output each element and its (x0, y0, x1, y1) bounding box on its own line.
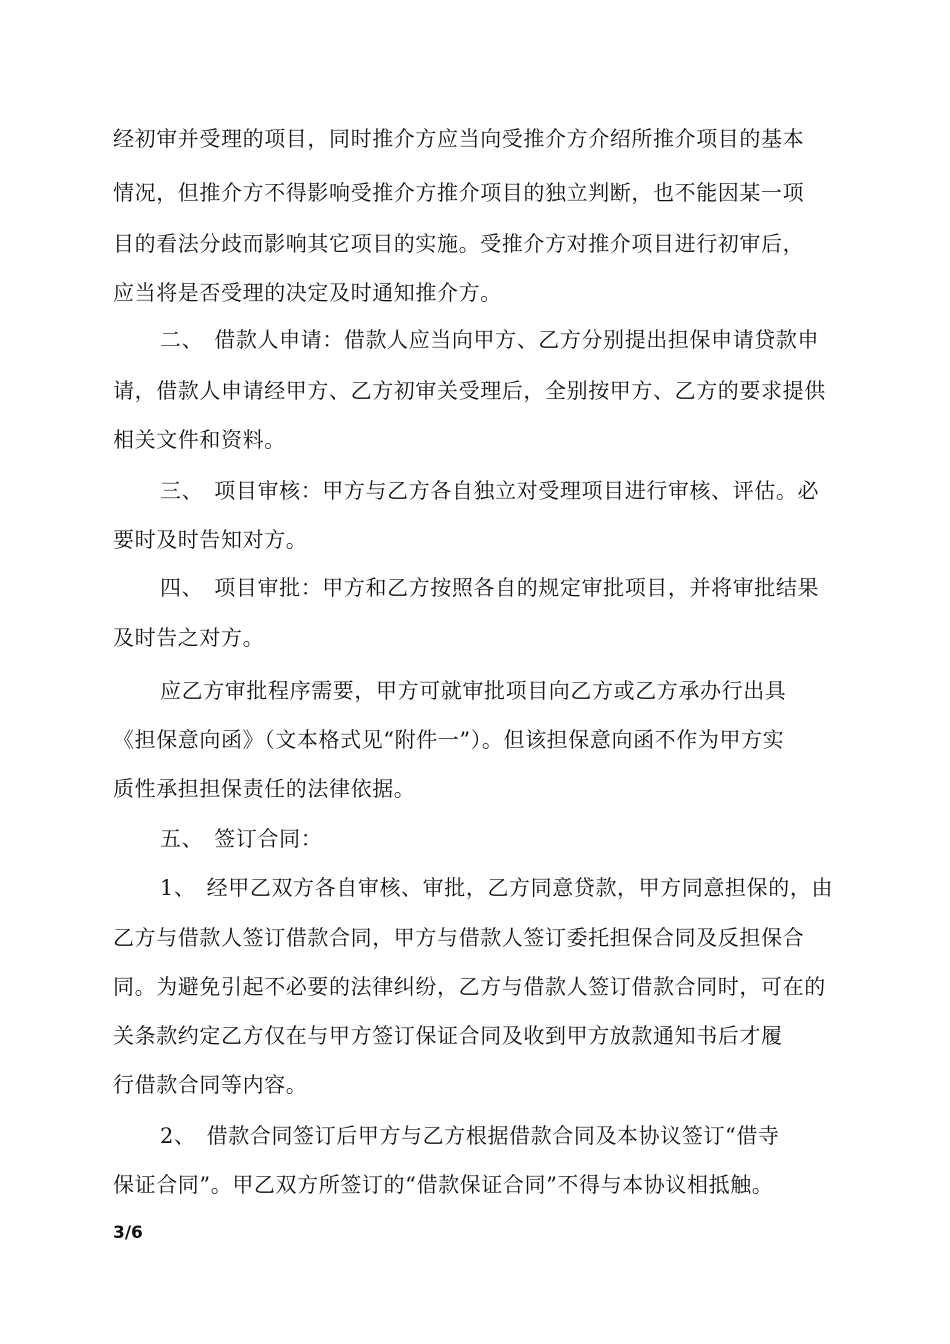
text-line: 相关文件和资料。 (113, 428, 286, 452)
text-line: 要时及时告知对方。 (113, 528, 308, 552)
text-line: 保证合同”。甲乙双方所签订的“借款保证合同”不得与本协议相抵触。 (113, 1173, 774, 1197)
text-line: 质性承担担保责任的法律依据。 (113, 777, 416, 801)
section-4-heading-line: 四、 项目审批：甲方和乙方按照各自的规定审批项目，并将审批结果 (160, 576, 820, 600)
text-line: 及时告之对方。 (113, 626, 265, 650)
text-line: 乙方与借款人签订借款合同，甲方与借款人签订委托担保合同及反担保合 (113, 926, 805, 950)
item-2-first-line: 2、 借款合同签订后甲方与乙方根据借款合同及本协议签订“借寺 (160, 1124, 780, 1148)
text-line: 经初审并受理的项目，同时推介方应当向受推介方介绍所推介项目的基本 (113, 127, 805, 151)
page-number: 3/6 (113, 1223, 143, 1243)
item-1-first-line: 1、 经甲乙双方各自审核、审批，乙方同意贷款，甲方同意担保的，由 (160, 876, 834, 900)
text-line: 同。为避免引起不必要的法律纠纷，乙方与借款人签订借款合同时，可在的 (113, 975, 826, 999)
text-line: 请，借款人申请经甲方、乙方初审关受理后，全别按甲方、乙方的要求提供 (113, 379, 826, 403)
text-line: 行借款合同等内容。 (113, 1073, 308, 1097)
paragraph-first-line: 应乙方审批程序需要，甲方可就审批项目向乙方或乙方承办行出具 (160, 679, 787, 703)
text-line: 《担保意向函》（文本格式见“附件一”）。但该担保意向函不作为甲方实 (113, 728, 785, 752)
section-2-heading-line: 二、 借款人申请：借款人应当向甲方、乙方分别提出担保申请贷款申 (160, 328, 820, 352)
text-line: 应当将是否受理的决定及时通知推介方。 (113, 281, 502, 305)
text-line: 目的看法分歧而影响其它项目的实施。受推介方对推介项目进行初审后， (113, 232, 805, 256)
section-3-heading-line: 三、 项目审核：甲方与乙方各自独立对受理项目进行审核、评估。必 (160, 479, 820, 503)
text-line: 情况，但推介方不得影响受推介方推介项目的独立判断，也不能因某一项 (113, 181, 805, 205)
text-line: 关条款约定乙方仅在与甲方签订保证合同及收到甲方放款通知书后才履 (113, 1024, 783, 1048)
section-5-heading-line: 五、 签订合同： (160, 827, 323, 851)
